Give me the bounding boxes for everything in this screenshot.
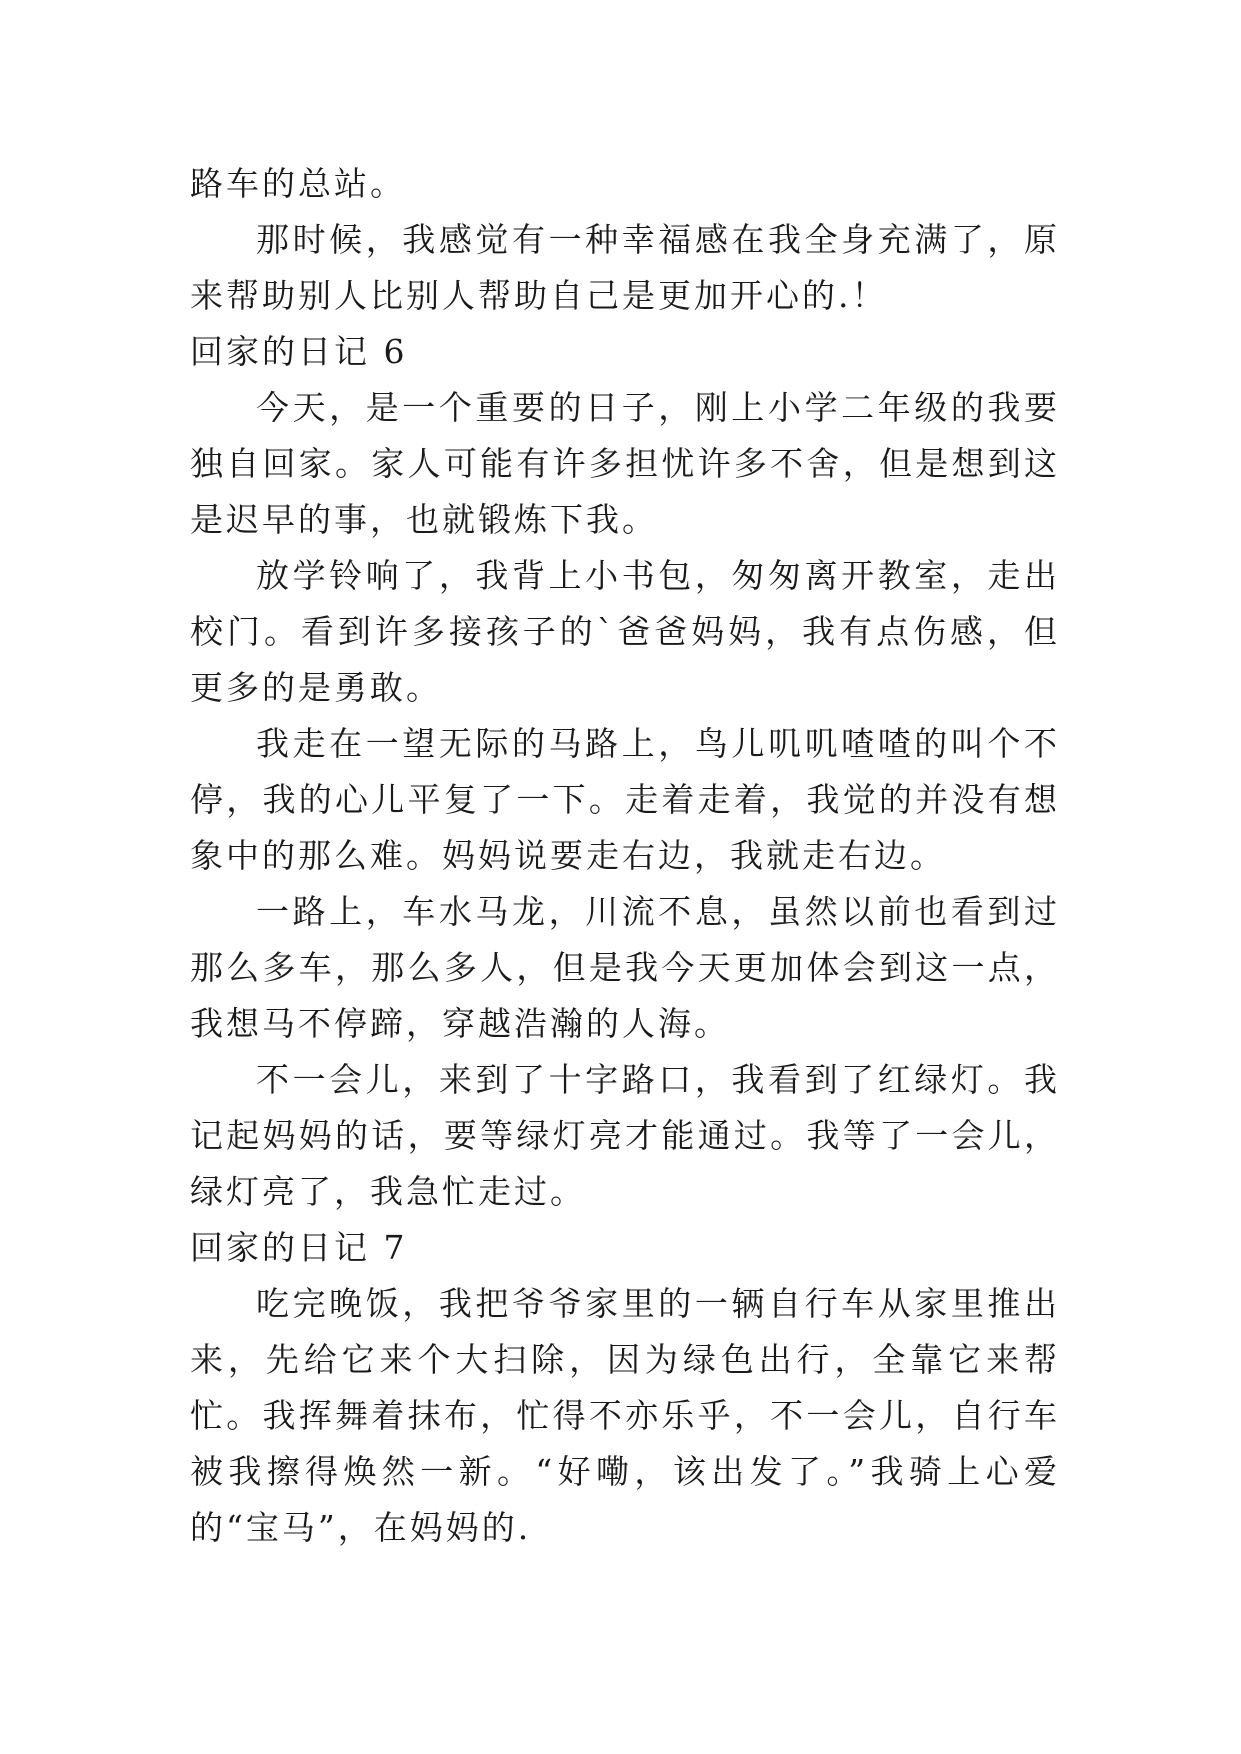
paragraph: 不一会儿，来到了十字路口，我看到了红绿灯。我记起妈妈的话，要等绿灯亮才能通过。我等了一会儿，绿灯亮了，我急忙走过。 — [190, 1060, 1060, 1211]
paragraph: 路车的总站。 — [190, 164, 406, 203]
paragraph: 今天，是一个重要的日子，刚上小学二年级的我要独自回家。家人可能有许多担忧许多不舍，但是想到这是迟早的事，也就锻炼下我。 — [190, 388, 1060, 539]
section-heading: 回家的日记 6 — [190, 332, 408, 371]
paragraph: 一路上，车水马龙，川流不息，虽然以前也看到过那么多车，那么多人，但是我今天更加体会到这一点，我想马不停蹄，穿越浩瀚的人海。 — [190, 892, 1060, 1043]
paragraph: 放学铃响了，我背上小书包，匆匆离开教室，走出校门。看到许多接孩子的`爸爸妈妈，我有点伤感，但更多的是勇敢。 — [190, 556, 1060, 707]
section-heading: 回家的日记 7 — [190, 1228, 408, 1267]
paragraph: 我走在一望无际的马路上，鸟儿叽叽喳喳的叫个不停，我的心儿平复了一下。走着走着，我觉的并没有想象中的那么难。妈妈说要走右边，我就走右边。 — [190, 724, 1060, 875]
document-body — [190, 156, 1060, 1556]
paragraph: 那时候，我感觉有一种幸福感在我全身充满了，原来帮助别人比别人帮助自己是更加开心的.！ — [190, 220, 1060, 315]
paragraph: 吃完晚饭，我把爷爷家里的一辆自行车从家里推出来，先给它来个大扫除，因为绿色出行，全靠它来帮忙。我挥舞着抹布，忙得不亦乐乎，不一会儿，自行车被我擦得焕然一新。“好嘞，该出发了。”我骑上心爱的“宝马”，在妈妈的. — [190, 1284, 1060, 1547]
